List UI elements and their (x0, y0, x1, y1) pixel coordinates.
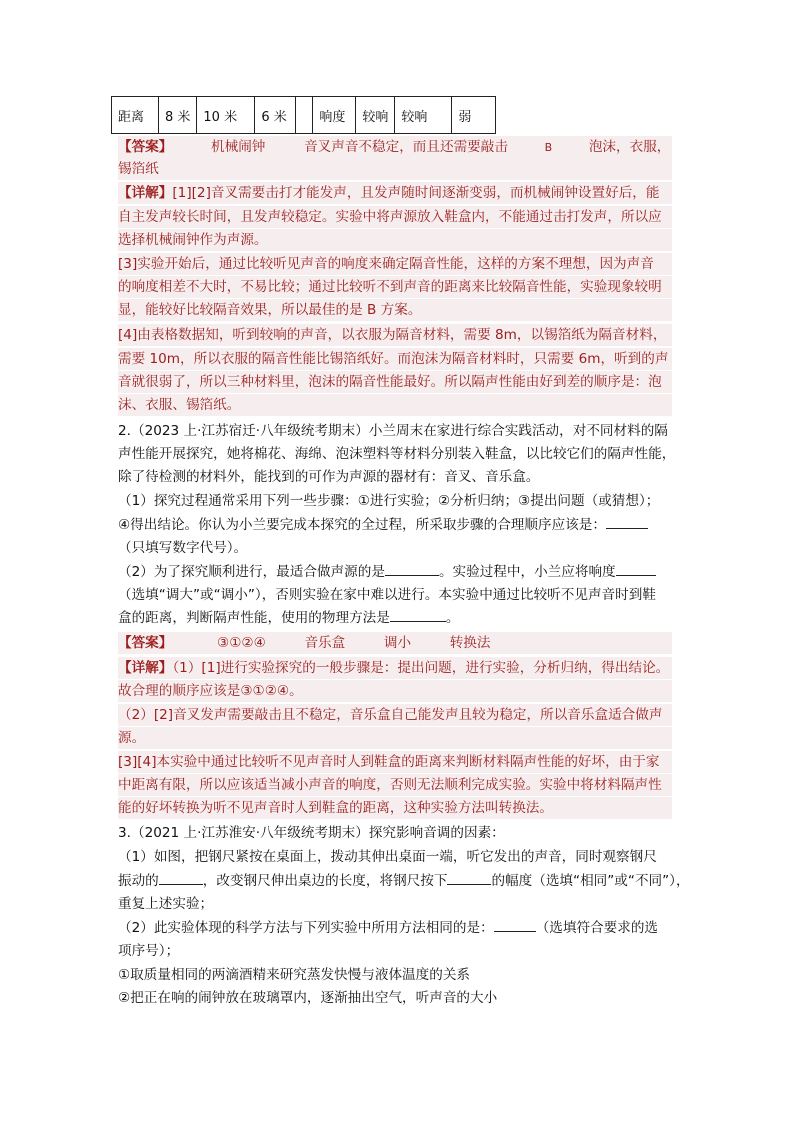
q2-part2-line: （选填“调大”或“调小”），否则实验在家中难以进行。本实验中通过比较听不见声音时到鞋 (118, 587, 656, 603)
detail-text: [1][2]音叉需要击打才能发声，且发声随时间逐渐变弱，而机械闹钟设置好后，能 (172, 185, 660, 201)
answer-blank[interactable] (447, 870, 491, 885)
table-cell: 弱 (452, 97, 496, 134)
answer-1: 机械闹钟 (211, 139, 266, 155)
q2-stem-line: 2.（2023 上·江苏宿迁·八年级统考期末）小兰周末在家进行综合实践活动，对不同材料的隔 (118, 423, 668, 439)
q2-part1-line: （1）探究过程通常采用下列一些步骤：①进行实验；②分析归纳；③提出问题（或猜想）； (118, 493, 660, 509)
q3-part1-line: 重复上述实验； (118, 896, 214, 912)
q1-detail-line: [3]实验开始后，通过比较听见声音的响度来确定隔音性能，这样的方案不理想，因为声音 (118, 253, 672, 275)
q2-detail-line: 源。 (118, 727, 672, 749)
q3-option-1: ①取质量相同的两滴酒精来研究蒸发快慢与液体温度的关系 (118, 967, 471, 983)
table-cell: 较响 (356, 97, 395, 134)
q2-part2-text: 。实验过程中，小兰应将响度 (438, 564, 616, 580)
answer-blank[interactable] (616, 561, 656, 576)
detail-label: 【详解】 (118, 185, 173, 201)
answer-3: 调小 (383, 635, 412, 651)
q3-option-2: ②把正在响的闹钟放在玻璃罩内，逐渐抽出空气，听声音的大小 (118, 990, 498, 1006)
q2-part2-text: （2）为了探究顺利进行，最适合做声源的是 (118, 564, 385, 580)
q2-part1-line: （只填写数字代号）。 (118, 540, 248, 556)
q2-stem-line: 除了待检测的材料外，能找到的可作为声源的器材有：音叉、音乐盒。 (118, 469, 540, 485)
answer-label: 【答案】 (118, 139, 173, 155)
table-row (112, 97, 496, 134)
q1-answer-cont: 锡箔纸 (118, 158, 672, 180)
table-cell: 8 米 (159, 97, 197, 134)
q2-detail-line: 中距离有限，所以应该适当减小声音的响度，否则无法顺利完成实验。实验中将材料隔声性 (118, 774, 672, 796)
answer-3: B (544, 141, 553, 154)
q1-detail-line: 显，能较好比较隔音效果，所以最佳的是 B 方案。 (118, 299, 672, 321)
q2-part1-line (118, 514, 648, 536)
answer-2: 音叉声音不稳定，而且还需要敲击 (304, 139, 508, 155)
q2-detail-line: 能的好坏转换为听不见声音时人到鞋盒的距离，这种实验方法叫转换法。 (118, 797, 672, 819)
q1-detail-line: 音就很弱了，所以三种材料里，泡沫的隔音性能最好。所以隔声性能由好到差的顺序是：泡 (118, 371, 672, 393)
q2-part1-text: ④得出结论。你认为小兰要完成本探究的全过程，所采取步骤的合理顺序应该是： (118, 517, 606, 533)
q2-part2-text: 盒的距离，判断隔声性能，使用的物理方法是 (118, 610, 390, 626)
q1-detail-line: 自主发声较长时间，且发声较稳定。实验中将声源放入鞋盒内，不能通过击打发声，所以应 (118, 206, 672, 228)
q3-part2-line: 项序号）； (118, 943, 180, 959)
q2-detail-line (118, 657, 672, 679)
q3-part2-line (118, 917, 658, 939)
answer-blank[interactable] (606, 514, 648, 529)
q1-detail-line: 选择机械闹钟作为声源。 (118, 229, 672, 251)
table-cell: 较响 (395, 97, 452, 134)
q3-part2-text: （2）此实验体现的科学方法与下列实验中所用方法相同的是： (118, 920, 494, 936)
q2-answer (118, 632, 672, 654)
answer-2: 音乐盒 (304, 635, 346, 651)
table-cell: 6 米 (255, 97, 296, 134)
answer-label: 【答案】 (118, 635, 173, 651)
answer-blank[interactable] (159, 870, 203, 885)
q3-part2-text: （选填符合要求的选 (535, 920, 659, 936)
table-cell-distance-label: 距离 (112, 97, 159, 134)
answer-blank[interactable] (385, 561, 439, 576)
q3-part1-text: ，改变钢尺伸出桌边的长度，将钢尺按下 (202, 873, 448, 889)
answer-blank[interactable] (494, 917, 536, 932)
q2-detail-line: [3][4]本实验中通过比较听不见声音时人到鞋盒的距离来判断材料隔声性能的好坏，由于家 (118, 751, 672, 773)
answer-blank[interactable] (390, 607, 446, 622)
q2-part2-text: 。 (445, 610, 460, 626)
q1-detail-line: 需要 10m，所以衣服的隔音性能比锡箔纸好。而泡沫为隔音材料时，只需要 6m，听到的声 (118, 348, 672, 370)
q1-detail-line: 的响度相差不大时，不易比较；通过比较听不到声音的距离来比较隔音性能，实验现象较明 (118, 276, 672, 298)
q1-answer (118, 136, 672, 159)
q3-part1-text: 的幅度（选填“相同”或“不同”）， (491, 873, 690, 889)
q2-part2-line (118, 607, 459, 629)
q1-detail-line: [4]由表格数据知，听到较响的声音，以衣服为隔音材料，需要 8m，以锡箔纸为隔音材料， (118, 324, 672, 346)
q3-stem-line: 3.（2021 上·江苏淮安·八年级统考期末）探究影响音调的因素： (118, 825, 505, 841)
q2-stem-line: 声性能开展探究，她将棉花、海绵、泡沫塑料等材料分别装入鞋盒，以比较它们的隔声性能， (118, 446, 676, 462)
q2-detail-line: （2）[2]音叉发声需要敲击且不稳定，音乐盒自己能发声且较为稳定，所以音乐盒适合做声 (118, 704, 672, 726)
q3-part1-text: 振动的 (118, 873, 159, 889)
q3-part1-line (118, 870, 690, 892)
answer-4: 转换法 (449, 635, 491, 651)
q2-detail-line: 故合理的顺序应该是③①②④。 (118, 680, 672, 702)
q1-detail-line (118, 182, 672, 204)
answer-1: ③①②④ (217, 635, 266, 651)
distance-loudness-table (111, 96, 496, 134)
table-cell: 10 米 (197, 97, 255, 134)
q2-part2-line (118, 561, 656, 583)
q3-part1-line: （1）如图，把钢尺紧按在桌面上，拨动其伸出桌面一端，听它发出的声音，同时观察钢尺 (118, 849, 657, 865)
table-cell-empty (296, 97, 313, 134)
detail-text: （1）[1]进行实验探究的一般步骤是：提出问题，进行实验，分析归纳，得出结论。 (172, 660, 670, 676)
table-cell-loudness-label: 响度 (313, 97, 356, 134)
detail-label: 【详解】 (118, 660, 173, 676)
q1-detail-line: 沫、衣服、锡箔纸。 (118, 394, 672, 416)
answer-4: 泡沫，衣服， (588, 139, 671, 155)
